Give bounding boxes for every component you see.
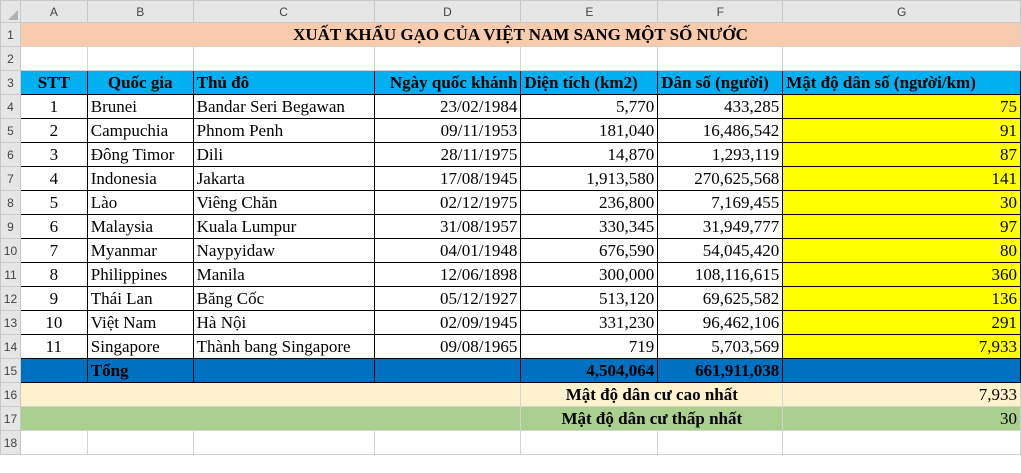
cell[interactable] xyxy=(658,431,783,455)
row-header[interactable]: 18 xyxy=(1,431,21,455)
stt-cell[interactable]: 7 xyxy=(20,239,87,263)
total-date-cell[interactable] xyxy=(374,359,521,383)
row-1 xyxy=(1,23,1021,47)
area-cell[interactable]: 236,800 xyxy=(521,191,658,215)
cell[interactable] xyxy=(374,47,521,71)
density-cell[interactable]: 75 xyxy=(783,95,1021,119)
area-cell[interactable]: 513,120 xyxy=(521,287,658,311)
column-header-f[interactable]: F xyxy=(658,1,783,23)
column-header-c[interactable]: C xyxy=(193,1,374,23)
header-cell-national-day[interactable]: Ngày quốc khánh xyxy=(374,71,521,95)
area-cell[interactable]: 5,770 xyxy=(521,95,658,119)
header-cell-capital[interactable]: Thủ đô xyxy=(193,71,374,95)
area-cell[interactable]: 1,913,580 xyxy=(521,167,658,191)
country-cell[interactable]: Lào xyxy=(87,191,193,215)
density-cell[interactable]: 7,933 xyxy=(783,335,1021,359)
cell[interactable] xyxy=(87,431,193,455)
stt-cell[interactable]: 3 xyxy=(20,143,87,167)
national-day-cell[interactable]: 02/09/1945 xyxy=(374,311,521,335)
population-cell[interactable]: 16,486,542 xyxy=(658,119,783,143)
cell[interactable] xyxy=(521,47,658,71)
header-cell-country[interactable]: Quốc gia xyxy=(87,71,193,95)
min-blank-cell[interactable] xyxy=(20,407,520,431)
area-cell[interactable]: 181,040 xyxy=(521,119,658,143)
national-day-cell[interactable]: 05/12/1927 xyxy=(374,287,521,311)
row-header[interactable]: 13 xyxy=(1,311,21,335)
country-cell[interactable]: Việt Nam xyxy=(87,311,193,335)
total-capital-cell[interactable] xyxy=(193,359,374,383)
min-density-value-cell[interactable]: 30 xyxy=(783,407,1021,431)
capital-cell[interactable]: Viêng Chăn xyxy=(193,191,374,215)
density-cell[interactable]: 80 xyxy=(783,239,1021,263)
row-header[interactable]: 12 xyxy=(1,287,21,311)
row-header[interactable]: 17 xyxy=(1,407,21,431)
max-density-label-cell[interactable]: Mật độ dân cư cao nhất xyxy=(521,383,783,407)
population-cell[interactable]: 31,949,777 xyxy=(658,215,783,239)
area-cell[interactable]: 719 xyxy=(521,335,658,359)
stt-cell[interactable]: 4 xyxy=(20,167,87,191)
row-header[interactable]: 8 xyxy=(1,191,21,215)
row-header[interactable]: 9 xyxy=(1,215,21,239)
country-cell[interactable]: Myanmar xyxy=(87,239,193,263)
stt-cell[interactable]: 10 xyxy=(20,311,87,335)
stt-cell[interactable]: 2 xyxy=(20,119,87,143)
table-row xyxy=(1,311,1021,335)
area-cell[interactable]: 676,590 xyxy=(521,239,658,263)
population-cell[interactable]: 1,293,119 xyxy=(658,143,783,167)
header-cell-area[interactable]: Diện tích (km2) xyxy=(521,71,658,95)
table-row xyxy=(1,95,1021,119)
capital-cell[interactable]: Bandar Seri Begawan xyxy=(193,95,374,119)
capital-cell[interactable]: Manila xyxy=(193,263,374,287)
total-density-cell[interactable] xyxy=(783,359,1021,383)
row-header[interactable]: 7 xyxy=(1,167,21,191)
total-stt-cell[interactable] xyxy=(20,359,87,383)
row-18 xyxy=(1,431,1021,455)
cell[interactable] xyxy=(193,47,374,71)
table-row xyxy=(1,239,1021,263)
row-header[interactable]: 4 xyxy=(1,95,21,119)
country-cell[interactable]: Thái Lan xyxy=(87,287,193,311)
cell[interactable] xyxy=(521,431,658,455)
table-row xyxy=(1,143,1021,167)
population-cell[interactable]: 108,116,615 xyxy=(658,263,783,287)
row-header[interactable]: 15 xyxy=(1,359,21,383)
column-header-g[interactable]: G xyxy=(783,1,1021,23)
capital-cell[interactable]: Phnom Penh xyxy=(193,119,374,143)
column-header-a[interactable]: A xyxy=(20,1,87,23)
national-day-cell[interactable]: 31/08/1957 xyxy=(374,215,521,239)
cell[interactable] xyxy=(658,47,783,71)
total-population-cell[interactable]: 661,911,038 xyxy=(658,359,783,383)
capital-cell[interactable]: Dili xyxy=(193,143,374,167)
table-row xyxy=(1,167,1021,191)
column-header-row xyxy=(1,1,1021,23)
capital-cell[interactable]: Jakarta xyxy=(193,167,374,191)
density-cell[interactable]: 97 xyxy=(783,215,1021,239)
min-density-label-cell[interactable]: Mật độ dân cư thấp nhất xyxy=(521,407,783,431)
total-label-cell[interactable]: Tổng xyxy=(87,359,193,383)
national-day-cell[interactable]: 09/11/1953 xyxy=(374,119,521,143)
column-header-d[interactable]: D xyxy=(374,1,521,23)
population-cell[interactable]: 69,625,582 xyxy=(658,287,783,311)
table-row xyxy=(1,335,1021,359)
cell[interactable] xyxy=(193,431,374,455)
population-cell[interactable]: 7,169,455 xyxy=(658,191,783,215)
row-header[interactable]: 10 xyxy=(1,239,21,263)
population-cell[interactable]: 433,285 xyxy=(658,95,783,119)
row-header[interactable]: 1 xyxy=(1,23,21,47)
area-cell[interactable]: 14,870 xyxy=(521,143,658,167)
header-cell-population[interactable]: Dân số (người) xyxy=(658,71,783,95)
capital-cell[interactable]: Naypyidaw xyxy=(193,239,374,263)
row-header[interactable]: 5 xyxy=(1,119,21,143)
national-day-cell[interactable]: 23/02/1984 xyxy=(374,95,521,119)
density-cell[interactable]: 141 xyxy=(783,167,1021,191)
cell[interactable] xyxy=(783,431,1021,455)
stt-cell[interactable]: 8 xyxy=(20,263,87,287)
row-header[interactable]: 2 xyxy=(1,47,21,71)
max-blank-cell[interactable] xyxy=(20,383,520,407)
select-all-corner[interactable] xyxy=(1,1,21,23)
area-cell[interactable]: 331,230 xyxy=(521,311,658,335)
total-row xyxy=(1,359,1021,383)
row-3 xyxy=(1,71,1021,95)
country-cell[interactable]: Singapore xyxy=(87,335,193,359)
column-header-b[interactable]: B xyxy=(87,1,193,23)
capital-cell[interactable]: Băng Cốc xyxy=(193,287,374,311)
cell[interactable] xyxy=(20,431,87,455)
country-cell[interactable]: Đông Timor xyxy=(87,143,193,167)
stt-cell[interactable]: 11 xyxy=(20,335,87,359)
national-day-cell[interactable]: 02/12/1975 xyxy=(374,191,521,215)
population-cell[interactable]: 54,045,420 xyxy=(658,239,783,263)
country-cell[interactable]: Campuchia xyxy=(87,119,193,143)
stt-cell[interactable]: 5 xyxy=(20,191,87,215)
area-cell[interactable]: 300,000 xyxy=(521,263,658,287)
national-day-cell[interactable]: 17/08/1945 xyxy=(374,167,521,191)
row-header[interactable]: 14 xyxy=(1,335,21,359)
table-row xyxy=(1,215,1021,239)
cell[interactable] xyxy=(783,47,1021,71)
density-cell[interactable]: 136 xyxy=(783,287,1021,311)
country-cell[interactable]: Philippines xyxy=(87,263,193,287)
capital-cell[interactable]: Thành bang Singapore xyxy=(193,335,374,359)
density-cell[interactable]: 30 xyxy=(783,191,1021,215)
stt-cell[interactable]: 1 xyxy=(20,95,87,119)
density-cell[interactable]: 291 xyxy=(783,311,1021,335)
population-cell[interactable]: 5,703,569 xyxy=(658,335,783,359)
row-header[interactable]: 16 xyxy=(1,383,21,407)
column-header-e[interactable]: E xyxy=(521,1,658,23)
row-2 xyxy=(1,47,1021,71)
row-header[interactable]: 6 xyxy=(1,143,21,167)
country-cell[interactable]: Malaysia xyxy=(87,215,193,239)
capital-cell[interactable]: Kuala Lumpur xyxy=(193,215,374,239)
national-day-cell[interactable]: 28/11/1975 xyxy=(374,143,521,167)
row-header[interactable]: 3 xyxy=(1,71,21,95)
select-all-triangle-icon xyxy=(8,10,18,20)
header-cell-density[interactable]: Mật độ dân số (người/km) xyxy=(783,71,1021,95)
total-area-cell[interactable]: 4,504,064 xyxy=(521,359,658,383)
cell[interactable] xyxy=(374,431,521,455)
table-row xyxy=(1,119,1021,143)
max-density-row xyxy=(1,383,1021,407)
cell[interactable] xyxy=(20,47,87,71)
table-row xyxy=(1,263,1021,287)
density-cell[interactable]: 91 xyxy=(783,119,1021,143)
row-header[interactable]: 11 xyxy=(1,263,21,287)
country-cell[interactable]: Indonesia xyxy=(87,167,193,191)
capital-cell[interactable]: Hà Nội xyxy=(193,311,374,335)
table-row xyxy=(1,191,1021,215)
country-cell[interactable]: Brunei xyxy=(87,95,193,119)
population-cell[interactable]: 270,625,568 xyxy=(658,167,783,191)
density-cell[interactable]: 360 xyxy=(783,263,1021,287)
national-day-cell[interactable]: 04/01/1948 xyxy=(374,239,521,263)
table-row xyxy=(1,287,1021,311)
sheet-title-cell[interactable]: XUẤT KHẨU GẠO CỦA VIỆT NAM SANG MỘT SỐ NƯỚC xyxy=(20,23,1020,47)
stt-cell[interactable]: 9 xyxy=(20,287,87,311)
national-day-cell[interactable]: 09/08/1965 xyxy=(374,335,521,359)
density-cell[interactable]: 87 xyxy=(783,143,1021,167)
area-cell[interactable]: 330,345 xyxy=(521,215,658,239)
header-cell-stt[interactable]: STT xyxy=(20,71,87,95)
population-cell[interactable]: 96,462,106 xyxy=(658,311,783,335)
max-density-value-cell[interactable]: 7,933 xyxy=(783,383,1021,407)
stt-cell[interactable]: 6 xyxy=(20,215,87,239)
cell[interactable] xyxy=(87,47,193,71)
national-day-cell[interactable]: 12/06/1898 xyxy=(374,263,521,287)
min-density-row xyxy=(1,407,1021,431)
